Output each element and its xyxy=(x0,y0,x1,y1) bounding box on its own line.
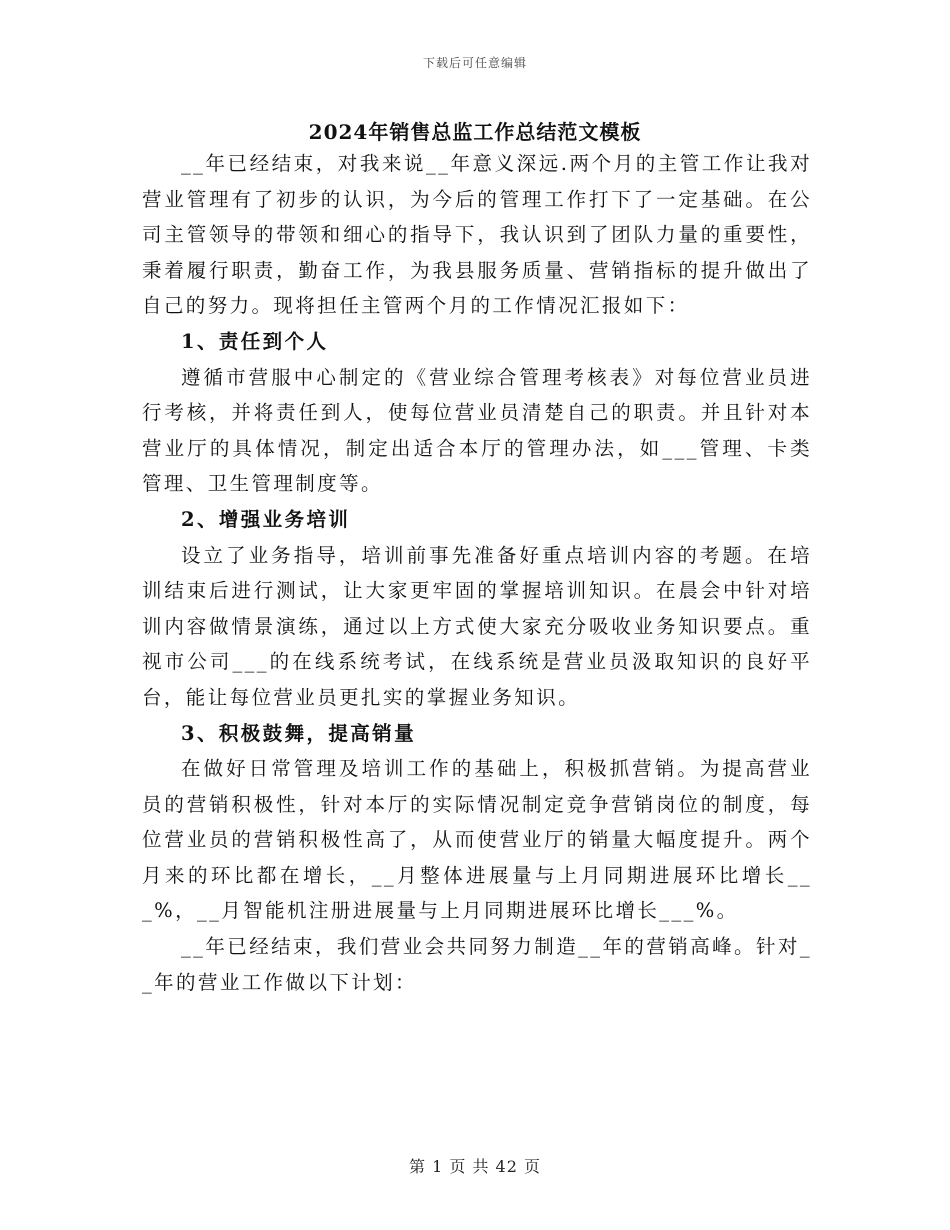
section-heading-2: 2、增强业务培训 xyxy=(181,507,351,531)
intro-paragraph: __年已经结束，对我来说__年意义深远.两个月的主管工作让我对营业管理有了初步的认识，为今后的管理工作打下了一定基础。在公司主管领导的带领和细心的指导下，我认识到了团队力量的重要性，秉着履行职责，勤奋工作，为我县服务质量、营销指标的提升做出了自己的努力。现将担任主管两个月的工作情况汇报如下： xyxy=(142,152,812,318)
section-paragraph-1: 遵循市营服中心制定的《营业综合管理考核表》对每位营业员进行考核，并将责任到人，使每位营业员清楚自己的职责。并且针对本营业厅的具体情况，制定出适合本厅的管理办法，如___管理、卡类管理、卫生管理制度等。 xyxy=(142,365,812,496)
section-heading-3: 3、积极鼓舞，提高销量 xyxy=(181,721,416,745)
document-title: 2024年销售总监工作总结范文模板 xyxy=(308,120,642,144)
section-paragraph-2: 设立了业务指导，培训前事先准备好重点培训内容的考题。在培训结束后进行测试，让大家更牢固的掌握培训知识。在晨会中针对培训内容做情景演练，通过以上方式使大家充分吸收业务知识要点。重视市公司___的在线系统考试，在线系统是营业员汲取知识的良好平台，能让每位营业员更扎实的掌握业务知识。 xyxy=(142,543,812,709)
page-footer: 第 1 页 共 42 页 xyxy=(409,1157,541,1176)
section-heading-1: 1、责任到个人 xyxy=(181,329,329,353)
page-header-note: 下载后可任意编辑 xyxy=(422,56,527,70)
closing-paragraph: __年已经结束，我们营业会共同努力制造__年的营销高峰。针对__年的营业工作做以下计划： xyxy=(142,935,812,994)
section-paragraph-3: 在做好日常管理及培训工作的基础上，积极抓营销。为提高营业员的营销积极性，针对本厅的实际情况制定竞争营销岗位的制度，每位营业员的营销积极性高了，从而使营业厅的销量大幅度提升。两个月来的环比都在增长，__月整体进展量与上月同期进展环比增长___%，__月智能机注册进展量与上月同期进展环比增长___%。 xyxy=(142,757,812,923)
document-body xyxy=(142,146,812,1000)
